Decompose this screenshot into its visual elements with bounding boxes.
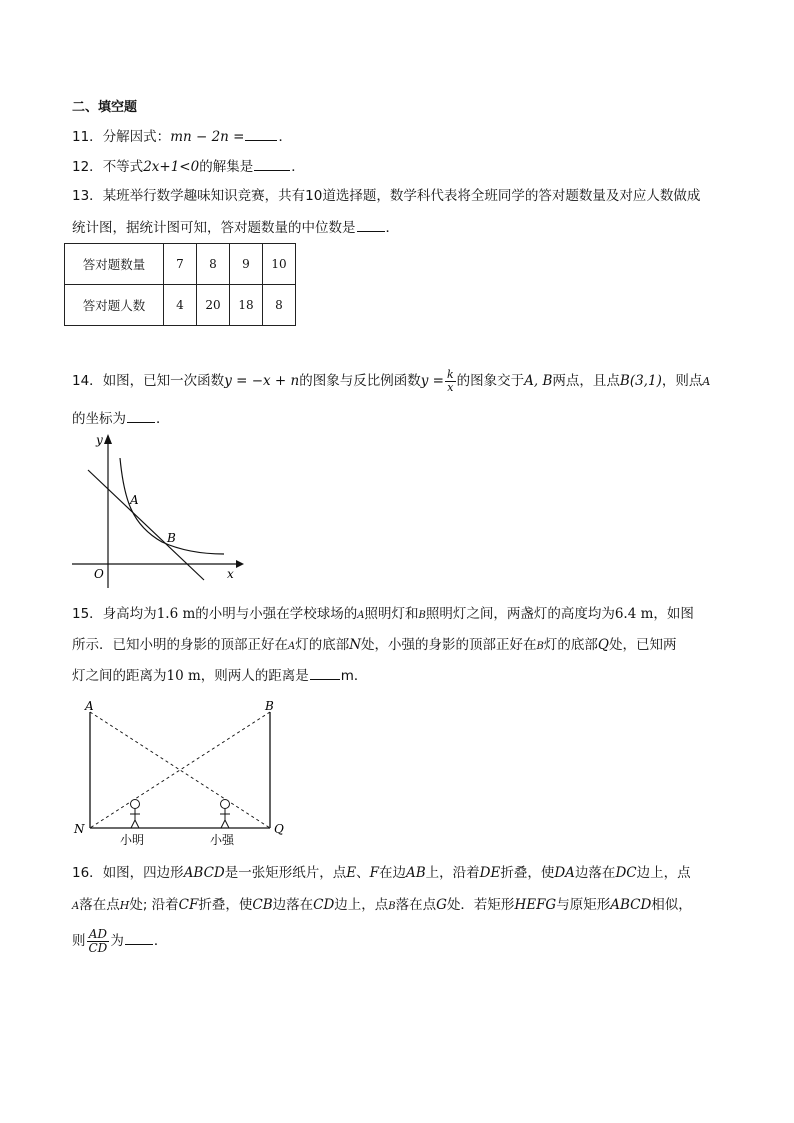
q13-end: ． [385,220,399,236]
person-xiaoqiang-icon [220,800,230,829]
q16-text: 处．若矩形 [446,897,515,913]
q15-light-b: B [418,610,426,621]
table-cell: 8 [263,285,296,326]
question-15-line3 [72,665,367,686]
q12-end: ． [291,159,305,175]
question-13-line2 [72,217,399,238]
q13-text-line1: 某班举行数学趣味知识竞赛，共有10道选择题，数学科代表将全班同学的答对题数量及对应人数做成 [102,188,701,204]
question-13-line1 [72,186,700,206]
person-xiaoming-icon [130,800,140,829]
q14-linear-function: y = −x + n [224,373,300,389]
q12-answer-blank[interactable] [254,156,290,171]
q14-inverse-lhs: y = [420,373,444,389]
table-cell-head: 答对题人数 [65,285,164,326]
q14-inverse-fraction [445,369,456,394]
label-a: A [85,699,94,713]
table-cell: 8 [197,244,230,285]
q11-answer-blank[interactable] [245,126,277,141]
q16-ratio-fraction [87,928,110,955]
q16-text: 、 [356,865,370,881]
q15-answer-blank[interactable] [310,665,340,680]
q14-a-letter: A [702,375,711,388]
q14-end: ． [156,411,170,427]
q15-point-n: N [349,637,362,653]
q15-text: 照明灯和 [364,606,419,622]
q14-text4: 两点，且点 [552,373,620,389]
q14-b-coordinate: B(3,1) [619,373,662,389]
y-axis-label: y [96,433,103,447]
q15-point-q: Q [597,637,609,653]
q16-b: B [388,901,396,912]
q16-text: 与原矩形 [556,897,611,913]
table-row [65,285,296,326]
q16-cd: CD [313,897,335,913]
q16-abcd: ABCD [183,865,225,881]
q16-a: A [72,901,80,912]
table-cell: 20 [197,285,230,326]
q15-text: 灯的底部 [295,637,350,653]
section-title: 二、填空题 [72,100,138,115]
q15-distance: 10 m [166,668,201,684]
q16-ab: AB [406,865,426,881]
q12-number: 12． [72,159,103,175]
q16-h: H [119,899,130,912]
q16-text: 落在点 [79,897,120,913]
q14-text-line2: 的坐标为 [72,411,126,427]
q16-e: E [346,865,357,881]
q16-text: 落在点 [395,897,437,913]
q16-text: 折叠，使 [198,897,253,913]
question-16-line1 [72,863,691,883]
question-16-line3 [72,926,167,956]
q11-suffix: ． [278,129,292,145]
q16-text: 边上，点 [636,865,691,881]
q11-prefix: 分解因式： [102,129,171,145]
table-cell: 10 [263,244,296,285]
q15-text: 灯之间的距离为 [72,668,167,684]
q15-number: 15． [72,606,103,622]
q16-text: 边上，点 [334,897,389,913]
q14-points: A, B [524,373,553,389]
q13-data-table [64,243,296,326]
q16-text: 为 [110,933,124,949]
q14-text1: 如图，已知一次函数 [102,373,225,389]
q15-text: 处，已知两 [608,637,677,653]
origin-label: O [94,567,104,581]
q16-f: F [369,865,379,881]
q15-text: ，则两人的距离是 [200,668,309,684]
q11-number: 11． [72,129,103,145]
q16-abcd-2: ABCD [610,897,652,913]
table-cell: 9 [230,244,263,285]
y-axis-arrow [104,434,112,444]
q15-text: 所示．已知小明的身影的顶部正好在 [72,637,288,653]
q16-text: 如图，四边形 [102,865,184,881]
q13-text-line2: 统计图，据统计图可知，答对题数量的中位数是 [72,220,356,236]
q16-text: 折叠，使 [500,865,555,881]
q16-answer-blank[interactable] [125,930,153,945]
q12-prefix: 不等式 [102,159,144,175]
q15-light-a: A [357,610,365,621]
table-cell-head: 答对题数量 [65,244,164,285]
table-cell: 7 [164,244,197,285]
q14-graph-figure [66,430,246,588]
q16-de: DE [479,865,501,881]
question-15-line1 [72,604,694,626]
q15-unit: m． [340,668,368,684]
q16-number: 16． [72,865,103,881]
label-b: B [265,699,274,713]
q14-number: 14． [72,373,103,389]
label-n: N [74,822,85,836]
q15-text: 的小明与小强在学校球场的 [195,606,358,622]
question-15-line2 [72,635,676,657]
q16-text: 是一张矩形纸片，点 [224,865,347,881]
q13-answer-blank[interactable] [357,217,385,232]
q15-text: 处，小强的身影的顶部正好在 [361,637,537,653]
point-b-label: B [167,531,176,545]
x-axis-arrow [236,560,244,568]
q15-lights-figure [70,696,292,846]
q16-text: 处; 沿着 [129,897,179,913]
q16-text: 在边 [379,865,406,881]
fraction-denominator: x [447,380,454,394]
fraction-numerator: k [446,367,454,381]
q16-da: DA [554,865,575,881]
q16-text: 边落在 [272,897,314,913]
q14-text2: 的图象与反比例函数 [299,373,421,389]
table-cell: 18 [230,285,263,326]
question-14-line2 [72,408,170,429]
q13-number: 13． [72,188,103,204]
q15-text: ，如图 [653,606,694,622]
question-14-line1 [72,368,710,395]
q15-height-person: 1.6 m [156,606,196,622]
q15-text: 身高均为 [102,606,157,622]
q12-suffix: 的解集是 [199,159,254,175]
label-xiaoqiang: 小强 [210,833,235,846]
q16-end: ． [153,933,168,949]
q14-text5: ，则点 [661,373,703,389]
label-xiaoming: 小明 [120,833,145,846]
table-cell: 4 [164,285,197,326]
q16-hefg: HEFG [514,897,557,913]
question-11 [72,126,292,147]
point-a-label: A [130,493,139,507]
q15-text: 照明灯之间，两盏灯的高度均为 [425,606,615,622]
question-16-line2 [72,895,692,917]
q16-text: 则 [72,933,86,949]
fraction-numerator: AD [87,928,110,942]
question-12 [72,156,305,177]
fraction-denominator: CD [88,940,108,955]
q14-answer-blank[interactable] [127,408,155,423]
q16-text: 相似， [651,897,692,913]
q16-text: 边落在 [574,865,616,881]
q16-text: 上，沿着 [425,865,480,881]
q15-height-light: 6.4 m [614,606,654,622]
q14-text3: 的图象交于 [456,373,525,389]
table-row [65,244,296,285]
x-axis-label: x [227,567,234,581]
q15-light-b: B [536,641,544,652]
q16-cb: CB [252,897,273,913]
q15-text: 灯的底部 [543,637,598,653]
label-q: Q [274,822,284,836]
q11-expression: mn − 2n = [170,129,245,145]
q16-dc: DC [615,865,637,881]
q16-cf: CF [178,897,199,913]
q16-g: G [436,897,447,913]
q12-expression: 2x+1<0 [143,159,200,175]
q15-light-a: A [288,641,296,652]
